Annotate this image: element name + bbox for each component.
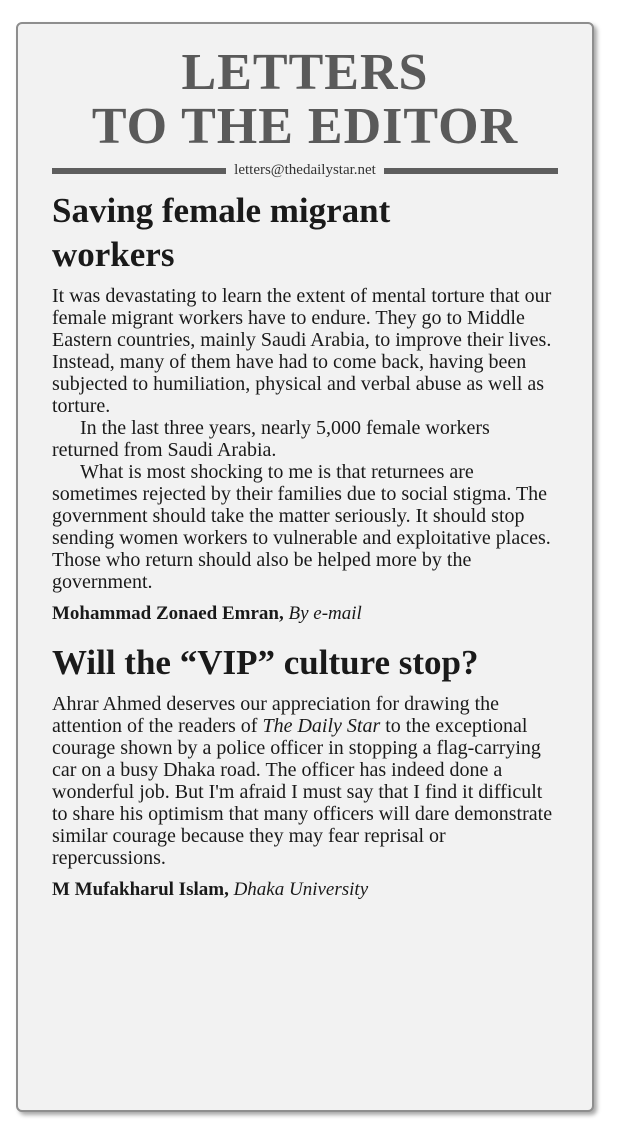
masthead-title-line2: TO THE EDITOR xyxy=(91,98,519,155)
letter-1-paragraph: What is most shocking to me is that returnees are sometimes rejected by their families due to social stigma. The government should take the matter seriously. It should stop sending women workers to vulnerable and exploitative places. Those who return should also be helped more by the government. xyxy=(52,461,551,593)
letter-2-body xyxy=(52,693,560,869)
left-rule xyxy=(52,168,226,174)
letter-1-source: By e-mail xyxy=(288,603,362,624)
letter-1-body xyxy=(52,285,560,593)
letter-1-paragraph: In the last three years, nearly 5,000 female workers returned from Saudi Arabia. xyxy=(52,417,490,461)
letter-2-source: Dhaka University xyxy=(233,879,369,900)
letter-1-headline xyxy=(52,189,560,277)
masthead xyxy=(18,46,592,179)
newspaper-name: The Daily Star xyxy=(262,715,381,737)
editor-email[interactable]: letters@thedailystar.net xyxy=(234,162,376,178)
right-rule xyxy=(384,168,558,174)
letter-2-headline: Will the “VIP” culture stop? xyxy=(52,643,479,682)
letter-1 xyxy=(18,189,592,625)
letter-2-body-part1: Ahrar Ahmed deserves our appreciation for drawing the attention of the readers of xyxy=(52,693,500,737)
letter-2-author: M Mufakharul Islam, xyxy=(52,879,229,900)
letter-1-author: Mohammad Zonaed Emran, xyxy=(52,603,284,624)
letter-2 xyxy=(18,641,592,901)
letter-1-headline-line1: Saving female migrant xyxy=(52,191,391,230)
letter-1-signature xyxy=(52,603,560,625)
letter-2-signature xyxy=(52,879,560,901)
letter-2-body-part2: to the exceptional courage shown by a police officer in stopping a flag-carrying car on a busy Dhaka road. The officer has indeed done a wonderful job. But I'm afraid I must say that I find it difficult to share his optimism that many officers will dare demonstrate similar courage because they may fear reprisal or repercussions. xyxy=(52,715,553,869)
letter-1-headline-line2: workers xyxy=(52,235,175,274)
letters-page-frame xyxy=(16,22,594,1112)
email-bar xyxy=(18,162,592,179)
letter-1-paragraph: It was devastating to learn the extent of mental torture that our female migrant workers have to endure. They go to Middle Eastern countries, mainly Saudi Arabia, to improve their lives. Instead, many of them have had to come back, having been subjected to humiliation, physical and verbal abuse as well as torture. xyxy=(52,285,552,417)
masthead-title-line1: LETTERS xyxy=(181,44,429,101)
letter-2-paragraph xyxy=(52,693,560,869)
